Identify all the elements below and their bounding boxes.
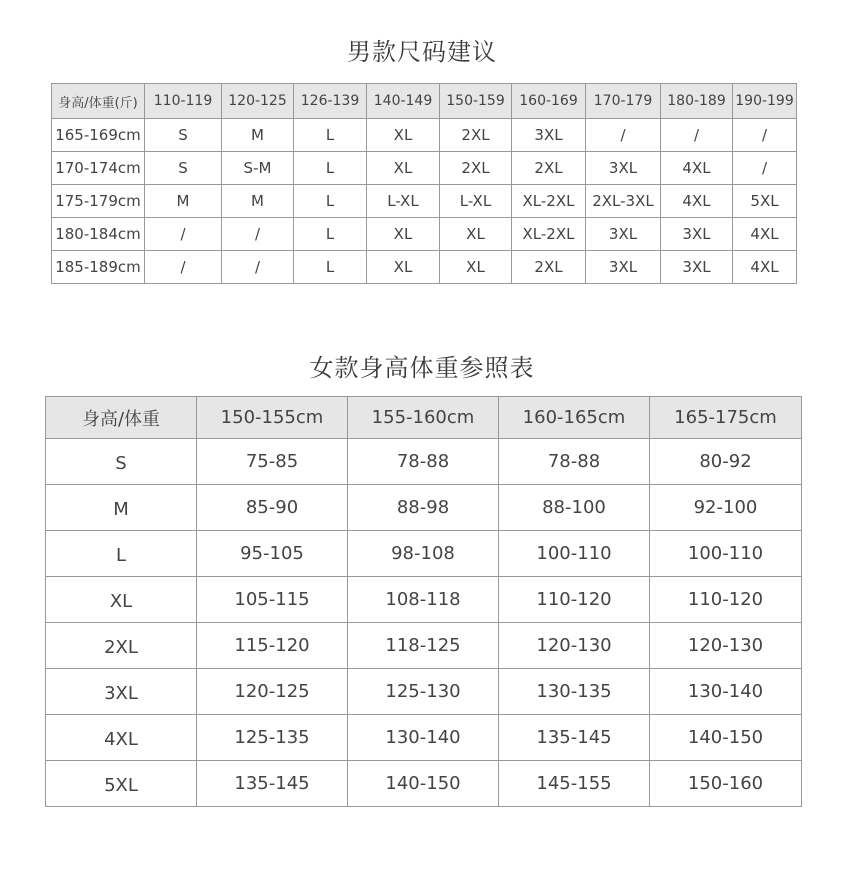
men-table-cell: 4XL (733, 218, 797, 251)
men-table-row (52, 185, 797, 218)
men-size-table (51, 83, 797, 284)
men-row-label: 185-189cm (52, 251, 145, 284)
women-size-table (45, 396, 802, 807)
women-column-header: 160-165cm (499, 397, 650, 439)
women-table-cell: 140-150 (348, 761, 499, 807)
men-table-cell: 5XL (733, 185, 797, 218)
men-table-cell: / (661, 119, 733, 152)
women-table-cell: 140-150 (650, 715, 802, 761)
women-table-row (46, 485, 802, 531)
men-table-cell: / (145, 251, 222, 284)
men-table-cell: XL-2XL (512, 185, 586, 218)
men-table-cell: 3XL (661, 251, 733, 284)
women-table-row (46, 715, 802, 761)
men-table-cell: XL (440, 251, 512, 284)
men-table-cell: / (222, 251, 294, 284)
women-table-cell: 88-100 (499, 485, 650, 531)
men-column-header: 126-139 (294, 84, 367, 119)
women-table-cell: 115-120 (197, 623, 348, 669)
women-table-cell: 92-100 (650, 485, 802, 531)
women-table-cell: 105-115 (197, 577, 348, 623)
women-table-row (46, 577, 802, 623)
women-table-cell: 80-92 (650, 439, 802, 485)
men-table-cell: 2XL (440, 119, 512, 152)
women-table-cell: 125-130 (348, 669, 499, 715)
women-table-cell: 120-125 (197, 669, 348, 715)
men-column-header: 170-179 (586, 84, 661, 119)
men-column-header: 190-199 (733, 84, 797, 119)
women-corner-label: 身高/体重 (46, 397, 197, 439)
men-column-header: 160-169 (512, 84, 586, 119)
men-row-label: 170-174cm (52, 152, 145, 185)
women-table-row (46, 439, 802, 485)
women-row-label: 5XL (46, 761, 197, 807)
women-table-cell: 135-145 (499, 715, 650, 761)
men-size-title: 男款尺码建议 (347, 38, 497, 66)
men-table-row (52, 152, 797, 185)
women-table-cell: 78-88 (499, 439, 650, 485)
men-corner-label: 身高/体重(斤) (52, 84, 145, 119)
women-table-row (46, 669, 802, 715)
women-table-cell: 100-110 (499, 531, 650, 577)
men-table-cell: L (294, 185, 367, 218)
men-table-cell: 2XL (440, 152, 512, 185)
women-table-cell: 75-85 (197, 439, 348, 485)
men-table-row (52, 218, 797, 251)
women-table-cell: 110-120 (650, 577, 802, 623)
women-table-cell: 95-105 (197, 531, 348, 577)
women-table-cell: 88-98 (348, 485, 499, 531)
women-row-label: 4XL (46, 715, 197, 761)
men-table-row (52, 119, 797, 152)
men-table-cell: 3XL (586, 251, 661, 284)
men-table-cell: L-XL (367, 185, 440, 218)
men-table-cell: XL (367, 218, 440, 251)
men-table-cell: / (222, 218, 294, 251)
women-table-cell: 110-120 (499, 577, 650, 623)
men-table-cell: / (586, 119, 661, 152)
men-table-cell: S-M (222, 152, 294, 185)
women-table-row (46, 531, 802, 577)
women-column-header: 150-155cm (197, 397, 348, 439)
men-column-header: 180-189 (661, 84, 733, 119)
women-column-header: 165-175cm (650, 397, 802, 439)
men-table-cell: / (145, 218, 222, 251)
men-table-cell: M (145, 185, 222, 218)
women-header-row (46, 397, 802, 439)
men-table-cell: 3XL (586, 152, 661, 185)
women-table-cell: 108-118 (348, 577, 499, 623)
men-table-cell: 4XL (733, 251, 797, 284)
women-table-cell: 120-130 (499, 623, 650, 669)
men-table-cell: L-XL (440, 185, 512, 218)
women-table-cell: 100-110 (650, 531, 802, 577)
women-table-row (46, 761, 802, 807)
women-table-cell: 130-135 (499, 669, 650, 715)
men-column-header: 140-149 (367, 84, 440, 119)
women-table-cell: 98-108 (348, 531, 499, 577)
men-table-cell: M (222, 119, 294, 152)
women-table-cell: 85-90 (197, 485, 348, 531)
men-column-header: 150-159 (440, 84, 512, 119)
men-table-cell: 4XL (661, 185, 733, 218)
men-table-cell: XL (367, 152, 440, 185)
women-row-label: 2XL (46, 623, 197, 669)
women-row-label: XL (46, 577, 197, 623)
men-table-cell: XL (367, 119, 440, 152)
men-table-cell: 3XL (512, 119, 586, 152)
men-table-cell: L (294, 152, 367, 185)
men-table-cell: XL (367, 251, 440, 284)
men-table-cell: XL (440, 218, 512, 251)
women-row-label: 3XL (46, 669, 197, 715)
men-table-cell: M (222, 185, 294, 218)
women-table-cell: 130-140 (348, 715, 499, 761)
men-table-cell: S (145, 119, 222, 152)
women-column-header: 155-160cm (348, 397, 499, 439)
women-row-label: S (46, 439, 197, 485)
men-row-label: 175-179cm (52, 185, 145, 218)
men-table-cell: 3XL (586, 218, 661, 251)
women-size-title: 女款身高体重参照表 (309, 354, 535, 382)
men-table-cell: 4XL (661, 152, 733, 185)
men-table-cell: 2XL (512, 152, 586, 185)
women-table-cell: 150-160 (650, 761, 802, 807)
men-table-row (52, 251, 797, 284)
women-table-cell: 125-135 (197, 715, 348, 761)
men-header-row (52, 84, 797, 119)
men-table-cell: / (733, 119, 797, 152)
men-table-cell: L (294, 251, 367, 284)
men-table-cell: / (733, 152, 797, 185)
men-row-label: 165-169cm (52, 119, 145, 152)
men-table-cell: 2XL (512, 251, 586, 284)
women-table-cell: 130-140 (650, 669, 802, 715)
men-table-cell: S (145, 152, 222, 185)
women-table-cell: 78-88 (348, 439, 499, 485)
women-table-cell: 120-130 (650, 623, 802, 669)
men-table-cell: XL-2XL (512, 218, 586, 251)
women-table-row (46, 623, 802, 669)
women-table-cell: 145-155 (499, 761, 650, 807)
women-table-cell: 135-145 (197, 761, 348, 807)
women-row-label: M (46, 485, 197, 531)
women-table-cell: 118-125 (348, 623, 499, 669)
men-row-label: 180-184cm (52, 218, 145, 251)
women-row-label: L (46, 531, 197, 577)
men-table-cell: 2XL-3XL (586, 185, 661, 218)
men-table-cell: L (294, 119, 367, 152)
men-column-header: 120-125 (222, 84, 294, 119)
men-table-cell: L (294, 218, 367, 251)
men-table-cell: 3XL (661, 218, 733, 251)
men-column-header: 110-119 (145, 84, 222, 119)
